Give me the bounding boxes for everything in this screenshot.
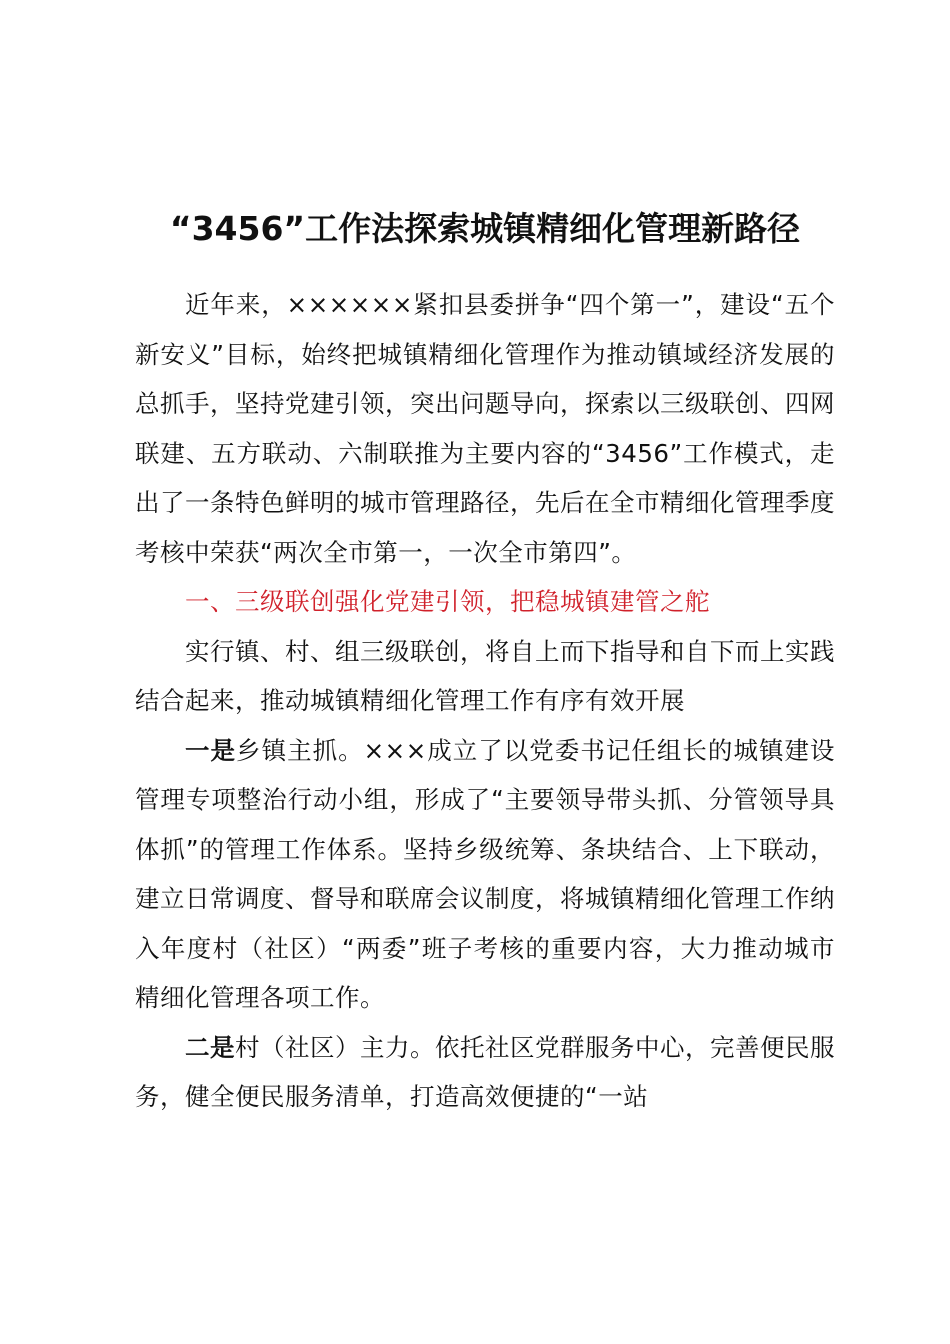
point-2-paragraph: [135, 1023, 835, 1122]
document-body: [135, 280, 835, 1122]
point-1-paragraph: [135, 726, 835, 1023]
intro-paragraph: 近年来，××××××紧扣县委拼争“四个第一”，建设“五个新安义”目标，始终把城镇精细化管理作为推动镇域经济发展的总抓手，坚持党建引领，突出问题导向，探索以三级联创、四网联建、五方联动、六制联推为主要内容的“3456”工作模式，走出了一条特色鲜明的城市管理路径，先后在全市精细化管理季度考核中荣获“两次全市第一，一次全市第四”。: [135, 290, 835, 567]
document-title: “3456”工作法探索城镇精细化管理新路径: [169, 209, 801, 248]
point-2-text: 村（社区）主力。依托社区党群服务中心，完善便民服务，健全便民服务清单，打造高效便捷的“一站: [135, 1032, 835, 1111]
point-1-lead: 一是: [185, 735, 237, 765]
point-2-lead: 二是: [185, 1032, 235, 1062]
section-1-paragraph: 实行镇、村、组三级联创，将自上而下指导和自下而上实践结合起来，推动城镇精细化管理工作有序有效开展: [135, 636, 835, 715]
point-1-text: 乡镇主抓。×××成立了以党委书记任组长的城镇建设管理专项整治行动小组，形成了“主要领导带头抓、分管领导具体抓”的管理工作体系。坚持乡级统筹、条块结合、上下联动，建立日常调度、督导和联席会议制度，将城镇精细化管理工作纳入年度村（社区）“两委”班子考核的重要内容，大力推动城市精细化管理各项工作。: [135, 735, 836, 1012]
section-heading-1: 一、三级联创强化党建引领，把稳城镇建管之舵: [185, 587, 710, 616]
